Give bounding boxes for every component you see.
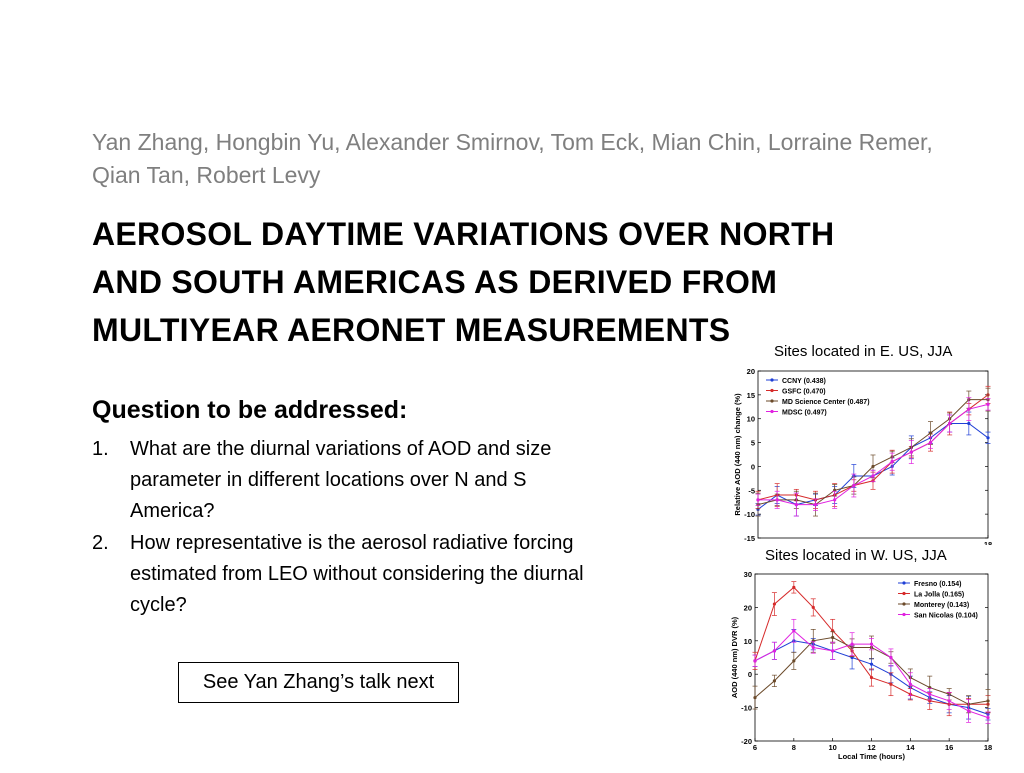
y-tick-label: 30 (743, 570, 752, 579)
data-point (773, 679, 776, 682)
data-point (986, 716, 989, 719)
plot-frame (758, 371, 988, 538)
data-point (812, 646, 815, 649)
legend-marker (902, 592, 905, 595)
question-item (92, 528, 592, 621)
data-point (756, 498, 759, 501)
data-point (870, 643, 873, 646)
y-tick-label: -20 (741, 737, 752, 746)
question-item (92, 434, 592, 527)
legend-marker (770, 389, 773, 392)
y-tick-label: 20 (746, 367, 755, 376)
x-tick-label: 8 (791, 743, 796, 752)
chart-west-caption: Sites located in W. US, JJA (765, 547, 947, 564)
legend-entry: MDSC (0.497) (782, 409, 827, 417)
legend-entry: GSFC (0.470) (782, 388, 826, 396)
y-tick-label: 5 (750, 438, 755, 448)
data-point (986, 403, 989, 406)
east-us-chart-svg (728, 340, 998, 545)
data-point (889, 683, 892, 686)
data-point (753, 696, 756, 699)
data-point (967, 422, 970, 425)
data-point (986, 699, 989, 702)
legend-marker (770, 378, 773, 381)
chart-east-caption: Sites located in E. US, JJA (774, 343, 953, 360)
data-point (870, 663, 873, 666)
data-point (792, 629, 795, 632)
data-point (773, 649, 776, 652)
x-tick-label: 10 (828, 743, 837, 752)
x-tick-label: 18 (983, 743, 993, 752)
legend-marker (902, 602, 905, 605)
data-point (812, 606, 815, 609)
data-point (929, 431, 932, 434)
data-point (776, 498, 779, 501)
question-text: How representative is the aerosol radiative forcing estimated from LEO without considering the diurnal cycle? (130, 532, 584, 616)
y-axis-label: Relative AOD (440 nm) change (%) (733, 393, 742, 516)
y-tick-label: -10 (744, 510, 755, 520)
data-point (773, 602, 776, 605)
legend-entry: Monterey (0.143) (914, 601, 970, 609)
data-point (871, 465, 874, 468)
data-point (852, 484, 855, 487)
x-tick-label: 12 (867, 743, 876, 752)
legend-entry: CCNY (0.438) (782, 377, 826, 385)
question-number: 2. (92, 532, 109, 554)
data-point (792, 586, 795, 589)
y-tick-label: 10 (743, 636, 752, 646)
y-tick-label: 0 (750, 462, 755, 472)
data-point (814, 503, 817, 506)
x-tick-label: 6 (752, 743, 758, 752)
data-point (870, 676, 873, 679)
y-tick-label: -5 (748, 486, 755, 496)
data-point (967, 709, 970, 712)
data-point (891, 460, 894, 463)
west-us-chart (728, 545, 998, 768)
data-point (833, 498, 836, 501)
y-tick-label: -15 (744, 534, 755, 543)
y-tick-label: 20 (743, 603, 752, 613)
question-heading: Question to be addressed: (92, 396, 408, 424)
data-point (948, 422, 951, 425)
data-point (928, 693, 931, 696)
x-tick-label: 16 (944, 743, 954, 752)
question-list (92, 434, 592, 622)
legend-marker (770, 410, 773, 413)
legend-marker (902, 613, 905, 616)
east-us-chart (728, 340, 998, 545)
y-tick-label: -10 (741, 703, 752, 713)
west-us-chart-svg (728, 545, 998, 768)
data-point (795, 503, 798, 506)
data-point (831, 636, 834, 639)
slide-title: AEROSOL DAYTIME VARIATIONS OVER NORTH AND SOUTH AMERICAS AS DERIVED FROM MULTIYEAR AERONET MEASUREMENTS (92, 216, 835, 348)
question-number: 1. (92, 438, 109, 460)
data-point (909, 683, 912, 686)
author-list: Yan Zhang, Hongbin Yu, Alexander Smirnov, Tom Eck, Mian Chin, Lorraine Remer, Qian Tan, Robert Levy (92, 129, 933, 188)
legend-marker (902, 581, 905, 584)
y-axis-label: AOD (440 nm) DVR (%) (730, 616, 739, 699)
x-tick-label: 18 (983, 540, 993, 545)
data-point (871, 474, 874, 477)
y-tick-label: 0 (747, 670, 752, 680)
data-point (948, 699, 951, 702)
data-point (889, 656, 892, 659)
data-point (910, 451, 913, 454)
legend-entry: MD Science Center (0.487) (782, 398, 870, 406)
data-point (831, 649, 834, 652)
data-point (986, 436, 989, 439)
x-axis-label: Local Time (hours) (838, 752, 905, 761)
legend-entry: La Jolla (0.165) (914, 591, 965, 599)
data-point (850, 643, 853, 646)
legend-entry: Fresno (0.154) (914, 580, 962, 588)
legend-marker (770, 399, 773, 402)
data-point (792, 659, 795, 662)
y-tick-label: 15 (746, 390, 755, 400)
y-tick-label: 10 (746, 414, 755, 424)
data-point (929, 441, 932, 444)
data-point (967, 408, 970, 411)
legend-entry: San Nicolas (0.104) (914, 612, 978, 620)
data-point (753, 659, 756, 662)
question-text: What are the diurnal variations of AOD and size parameter in different locations over N and S America? (130, 438, 552, 522)
talk-note-box: See Yan Zhang’s talk next (178, 662, 459, 703)
x-tick-label: 14 (906, 743, 915, 752)
